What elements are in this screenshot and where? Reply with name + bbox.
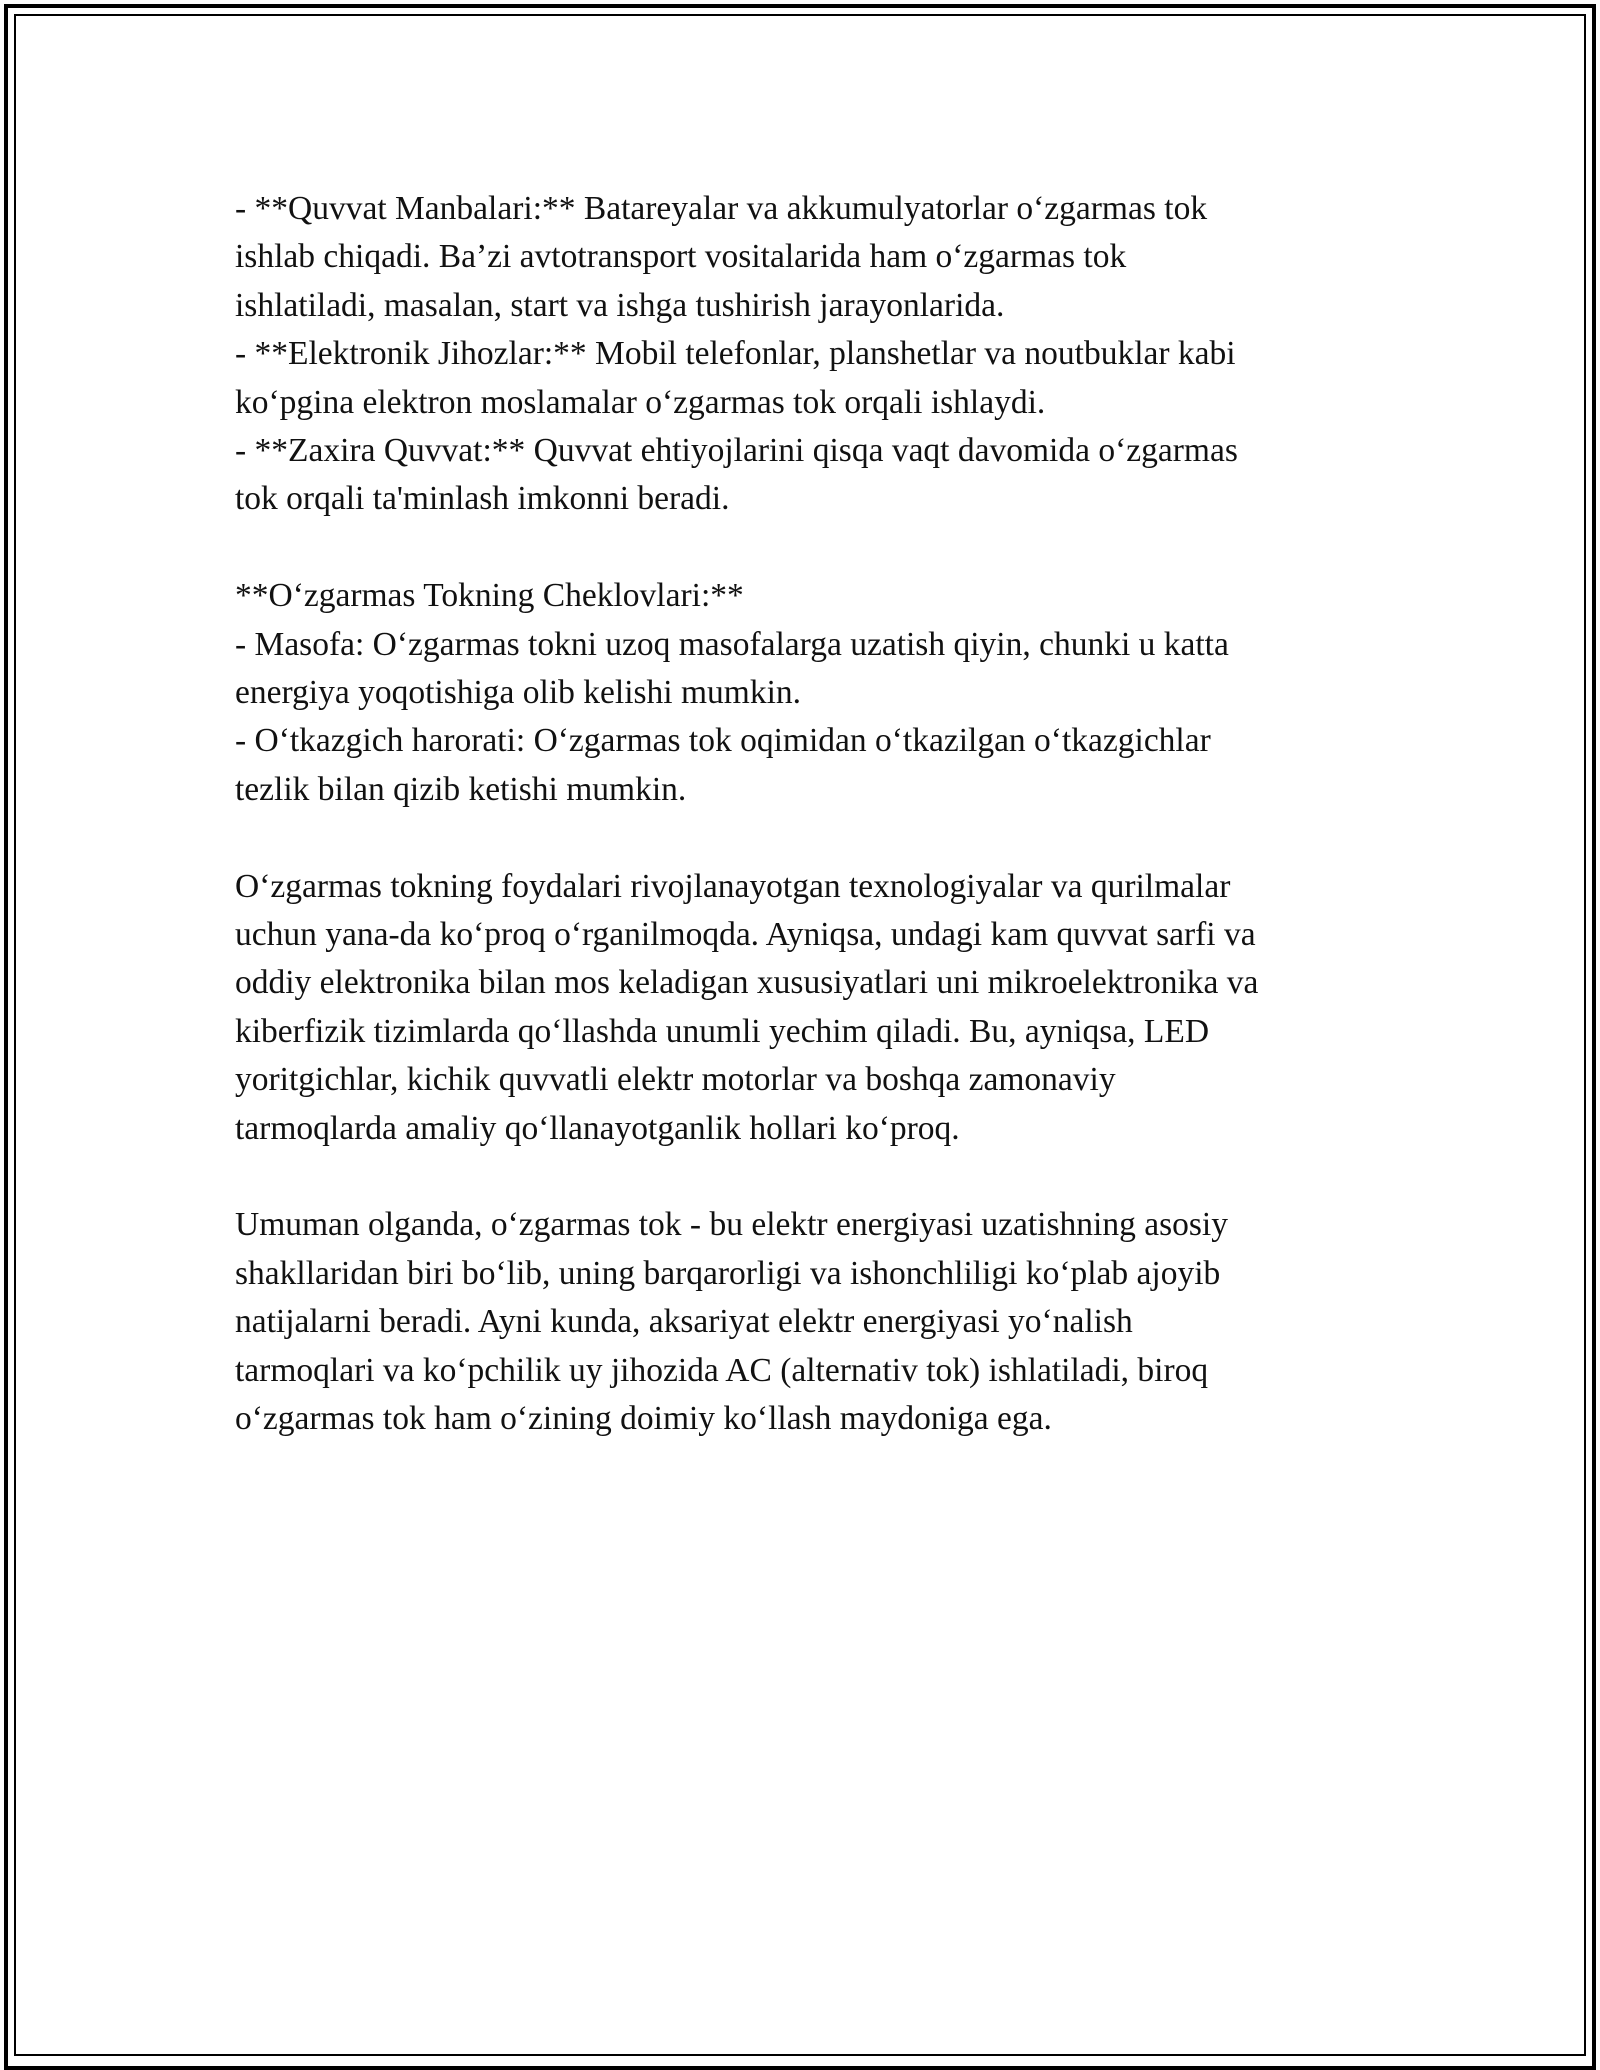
text-line: tok orqali ta'minlash imkonni beradi.: [235, 480, 730, 518]
text-line: oʻzgarmas tok ham oʻzining doimiy koʻllash maydoniga ega.: [235, 1400, 1052, 1438]
paragraph-spacer: [235, 1153, 1385, 1201]
text-line: tezlik bilan qizib ketishi mumkin.: [235, 770, 687, 808]
text-line: energiya yoqotishiga olib kelishi mumkin.: [235, 674, 802, 712]
text-line: uchun yana-da koʻproq oʻrganilmoqda. Ayniqsa, undagi kam quvvat sarfi va: [235, 916, 1256, 954]
text-line: oddiy elektronika bilan mos keladigan xususiyatlari uni mikroelektronika va: [235, 964, 1259, 1002]
benefits-paragraph: [235, 863, 1385, 1153]
text-line: kiberfizik tizimlarda qoʻllashda unumli yechim qiladi. Bu, ayniqsa, LED: [235, 1012, 1210, 1050]
text-line: tarmoqlarda amaliy qoʻllanayotganlik hollari koʻproq.: [235, 1109, 960, 1147]
text-line: koʻpgina elektron moslamalar oʻzgarmas tok orqali ishlaydi.: [235, 383, 1046, 421]
text-line: shakllaridan biri boʻlib, uning barqarorligi va ishonchliligi koʻplab ajoyib: [235, 1254, 1221, 1292]
conclusion-paragraph: [235, 1201, 1385, 1443]
text-line: yoritgichlar, kichik quvvatli elektr motorlar va boshqa zamonaviy: [235, 1061, 1116, 1099]
text-line: - **Quvvat Manbalari:** Batareyalar va akkumulyatorlar oʻzgarmas tok: [235, 190, 1208, 227]
document-body: [235, 185, 1385, 1444]
limitations-section: [235, 572, 1385, 814]
paragraph-spacer: [235, 524, 1385, 572]
text-line: - **Zaxira Quvvat:** Quvvat ehtiyojlarini qisqa vaqt davomida oʻzgarmas: [235, 432, 1238, 470]
text-line: - Oʻtkazgich harorati: Oʻzgarmas tok oqimidan oʻtkazilgan oʻtkazgichlar: [235, 722, 1211, 760]
text-line: Umuman olganda, oʻzgarmas tok - bu elektr energiyasi uzatishning asosiy: [235, 1206, 1228, 1244]
text-line: ishlab chiqadi. Ba’zi avtotransport vositalarida ham oʻzgarmas tok: [235, 238, 1127, 276]
text-line: ishlatiladi, masalan, start va ishga tushirish jarayonlarida.: [235, 286, 1005, 324]
text-line: natijalarni beradi. Ayni kunda, aksariyat elektr energiyasi yoʻnalish: [235, 1303, 1133, 1341]
power-sources-list: [235, 185, 1385, 524]
text-line: - Masofa: Oʻzgarmas tokni uzoq masofalarga uzatish qiyin, chunki u katta: [235, 625, 1229, 663]
text-line: - **Elektronik Jihozlar:** Mobil telefonlar, planshetlar va noutbuklar kabi: [235, 335, 1236, 373]
paragraph-spacer: [235, 814, 1385, 862]
text-line: Oʻzgarmas tokning foydalari rivojlanayotgan texnologiyalar va qurilmalar: [235, 867, 1231, 905]
section-heading: **Oʻzgarmas Tokning Cheklovlari:**: [235, 577, 744, 615]
text-line: tarmoqlari va koʻpchilik uy jihozida AC (alternativ tok) ishlatiladi, biroq: [235, 1351, 1209, 1389]
